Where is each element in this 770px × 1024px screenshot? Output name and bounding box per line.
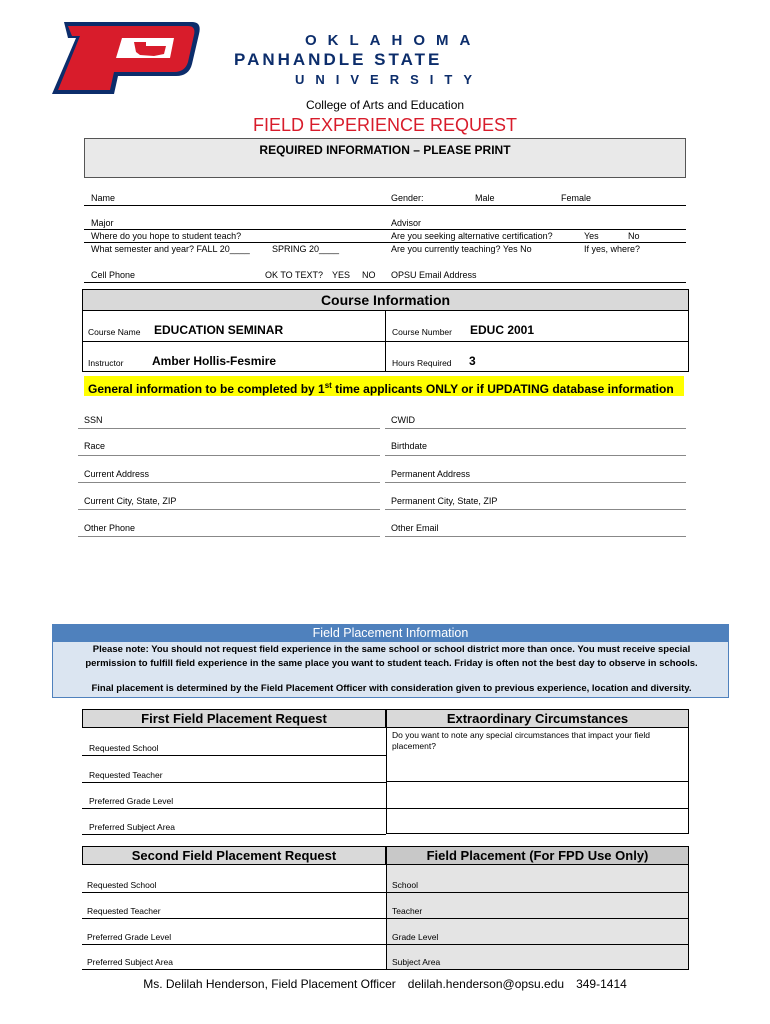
university-name-line1: OKLAHOMA — [305, 32, 482, 49]
cell-line[interactable] — [84, 282, 686, 283]
opsu-email-label: OPSU Email Address — [391, 270, 477, 280]
currently-teaching-label: Are you currently teaching? Yes No — [391, 244, 532, 254]
race-label: Race — [84, 441, 106, 451]
required-info-heading: REQUIRED INFORMATION – PLEASE PRINT — [259, 143, 511, 157]
fpd-subject-label: Subject Area — [392, 957, 441, 967]
permanent-city-line[interactable] — [385, 509, 686, 510]
extraordinary-line-1 — [386, 781, 689, 782]
first-subject-label: Preferred Subject Area — [89, 822, 175, 832]
footer-email[interactable]: delilah.henderson@opsu.edu — [407, 977, 565, 991]
other-phone-label: Other Phone — [84, 523, 136, 533]
placement-note-1: Please note: You should not request field experience in the same school or school district more than once. You must receive special — [92, 644, 691, 655]
other-email-label: Other Email — [391, 523, 439, 533]
placement-note-2: permission to fulfill field experience in the same place you want to student teach. Friday is often not the best day to observe in schools. — [85, 658, 698, 669]
hope-line[interactable] — [84, 242, 686, 243]
second-subject-label: Preferred Subject Area — [87, 957, 173, 967]
first-subject-line[interactable] — [82, 834, 386, 835]
banner-sup: st — [324, 381, 332, 390]
first-request-heading: First Field Placement Request — [82, 709, 386, 728]
course-row-divider — [82, 341, 689, 342]
advisor-label: Advisor — [391, 218, 422, 228]
current-city-label: Current City, State, ZIP — [84, 496, 177, 506]
footer-phone: 349-1414 — [576, 977, 627, 991]
course-number-label: Course Number — [392, 327, 452, 337]
first-grade-line[interactable] — [82, 808, 386, 809]
cwid-label: CWID — [391, 415, 415, 425]
cwid-line[interactable] — [385, 428, 686, 429]
second-teacher-label: Requested Teacher — [87, 906, 161, 916]
first-school-label: Requested School — [89, 743, 159, 753]
birthdate-label: Birthdate — [391, 441, 428, 451]
name-line[interactable] — [84, 205, 686, 206]
second-grade-label: Preferred Grade Level — [87, 932, 172, 942]
ssn-label: SSN — [84, 415, 103, 425]
ok-to-text-yes[interactable]: YES — [332, 270, 351, 280]
instructor-value: Amber Hollis-Fesmire — [152, 354, 277, 368]
ssn-line[interactable] — [78, 428, 380, 429]
permanent-address-line[interactable] — [385, 482, 686, 483]
second-school-line[interactable] — [82, 892, 689, 893]
second-teacher-line[interactable] — [82, 918, 689, 919]
hope-teach-label: Where do you hope to student teach? — [91, 231, 242, 241]
alt-cert-label: Are you seeking alternative certification? — [391, 231, 553, 241]
name-label: Name — [91, 193, 116, 203]
general-info-banner — [84, 376, 684, 396]
extraordinary-heading: Extraordinary Circumstances — [386, 709, 689, 728]
current-city-line[interactable] — [78, 509, 380, 510]
current-address-line[interactable] — [78, 482, 380, 483]
field-placement-heading: Field Placement Information — [52, 624, 729, 642]
alt-cert-no[interactable]: No — [628, 231, 640, 241]
second-subject-line[interactable] — [82, 969, 689, 970]
fpd-grade-label: Grade Level — [392, 932, 439, 942]
alt-cert-yes[interactable]: Yes — [584, 231, 599, 241]
race-line[interactable] — [78, 455, 380, 456]
hours-value: 3 — [469, 354, 476, 368]
hours-label: Hours Required — [392, 358, 452, 368]
university-name-line3: UNIVERSITY — [295, 72, 484, 87]
course-name-value: EDUCATION SEMINAR — [154, 323, 284, 337]
ok-to-text-label: OK TO TEXT? — [265, 270, 324, 280]
placement-note-3: Final placement is determined by the Field Placement Officer with consideration given to previous experience, location and diversity. — [91, 683, 692, 694]
major-label: Major — [91, 218, 114, 228]
first-teacher-line[interactable] — [82, 782, 386, 783]
field-placement-notes — [52, 642, 729, 698]
fpd-heading: Field Placement (For FPD Use Only) — [386, 846, 689, 865]
cell-phone-label: Cell Phone — [91, 270, 136, 280]
first-teacher-label: Requested Teacher — [89, 770, 163, 780]
second-request-heading: Second Field Placement Request — [82, 846, 386, 865]
instructor-label: Instructor — [88, 358, 124, 368]
page-title: FIELD EXPERIENCE REQUEST — [252, 115, 518, 135]
first-school-line[interactable] — [82, 755, 386, 756]
course-info-heading: Course Information — [82, 289, 689, 311]
permanent-city-label: Permanent City, State, ZIP — [391, 496, 498, 506]
course-name-label: Course Name — [88, 327, 141, 337]
second-school-label: Requested School — [87, 880, 157, 890]
spring-label: SPRING 20____ — [272, 244, 340, 254]
university-logo — [42, 18, 202, 96]
birthdate-line[interactable] — [385, 455, 686, 456]
permanent-address-label: Permanent Address — [391, 469, 471, 479]
second-grade-line[interactable] — [82, 944, 689, 945]
fpd-teacher-label: Teacher — [392, 906, 423, 916]
extraordinary-question: Do you want to note any special circumstances that impact your field placement? — [392, 730, 650, 751]
other-email-line[interactable] — [385, 536, 686, 537]
gender-label: Gender: — [391, 193, 424, 203]
current-address-label: Current Address — [84, 469, 150, 479]
university-name-line2: PANHANDLE STATE — [234, 50, 443, 69]
footer-contact — [0, 977, 770, 991]
gender-male-option[interactable]: Male — [475, 193, 495, 203]
if-yes-label: If yes, where? — [584, 244, 641, 254]
course-number-value: EDUC 2001 — [470, 323, 535, 337]
footer-officer: Ms. Delilah Henderson, Field Placement Officer — [143, 977, 396, 991]
gender-female-option[interactable]: Female — [561, 193, 592, 203]
college-name: College of Arts and Education — [305, 98, 465, 112]
extraordinary-line-2 — [386, 808, 689, 809]
major-line[interactable] — [84, 229, 686, 230]
fpd-school-label: School — [392, 880, 418, 890]
first-grade-label: Preferred Grade Level — [89, 796, 174, 806]
other-phone-line[interactable] — [78, 536, 380, 537]
semester-label: What semester and year? FALL 20____ — [91, 244, 250, 254]
ok-to-text-no[interactable]: NO — [362, 270, 376, 280]
banner-text-post: time applicants ONLY or if UPDATING database information — [331, 382, 674, 396]
banner-text-pre: General information to be completed by 1 — [88, 382, 325, 396]
